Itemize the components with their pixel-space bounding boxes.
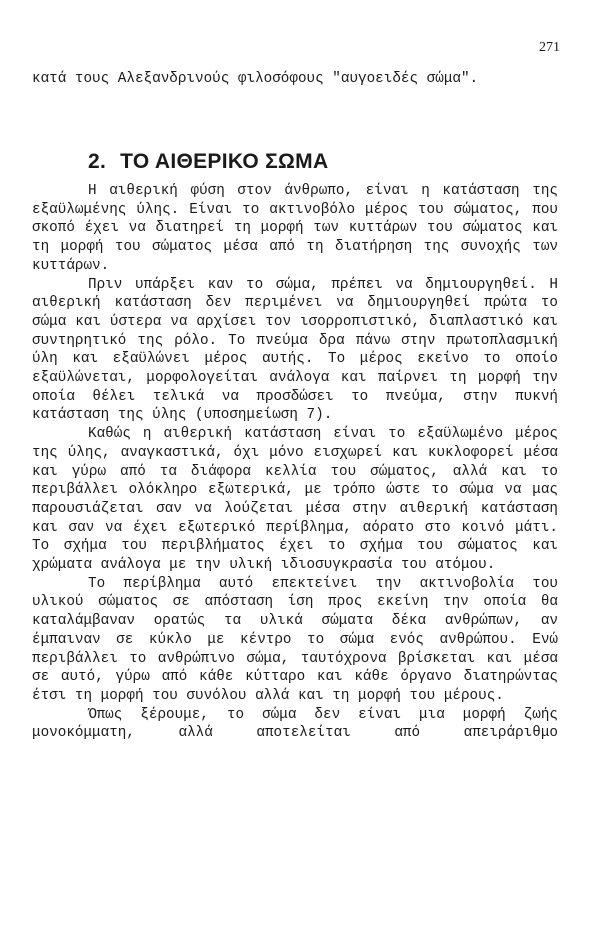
paragraph-2: Πριν υπάρξει καν το σώμα, πρέπει να δημιουργηθεί. Η αιθερική κατάσταση δεν περιμένει να δημιουργηθεί πρώτα το σώμα και ύστερα να αρχίσει τον ισορροπιστικό, διαπλαστικό και συντηρητικό της ρόλο. Το πνεύμα δρα πάνω στην πρωτοπλασμική ύλη και εξαϋλώνει μέρος αυτής. Το μέρος εκείνο το οποίο εξαϋλώνεται, μορφολογείται ανάλογα και παίρνει τη μορφή την οποία θέλει τελικά να προσδώσει το πνεύμα, στην πυκνή κατάσταση της ύλης (υποσημείωση 7). [32, 276, 558, 424]
page-number: 271 [539, 40, 560, 55]
section-title-text: ΤΟ ΑΙΘΕΡΙΚΟ ΣΩΜΑ [120, 150, 329, 173]
paragraph-3: Καθώς η αιθερική κατάσταση είναι το εξαϋλωμένο μέρος της ύλης, αναγκαστικά, όχι μόνο εισχωρεί και κυκλοφορεί μέσα και γύρω από τα διάφορα κελλία του σώματος, αλλά και το περιβάλλει ολόκληρο εξωτερικά, με τρόπο ώστε το σώμα να μας παρουσιάζεται σαν να λούζεται μέσα στην αιθερική κατάσταση και σαν να έχει εξωτερικό περίβλημα, αόρατο στο κοινό μάτι. Το σχήμα του περιβλήματος έχει το σχήμα του σώματος και χρώματα ανάλογα με την υλική ιδιοσυγκρασία του ατόμου. [32, 426, 558, 574]
section-heading [88, 150, 328, 174]
section-number: 2. [88, 150, 107, 173]
paragraph-4: Το περίβλημα αυτό επεκτείνει την ακτινοβολία του υλικού σώματος σε απόσταση ίση προς εκείνη την οποία θα καταλάμβαναν ορατώς τα υλικά σώματα δέκα ανθρώπων, αν έμπαιναν σε κύκλο με κέντρο το σώμα ενός ανθρώπου. Ενώ περιβάλλει το ανθρώπινο σώμα, ταυτόχρονα βρίσκεται και μέσα σε αυτό, γύρω από κάθε κύτταρο και κάθε όργανο διατηρώντας έτσι τη μορφή του συνόλου αλλά και τη μορφή του μέρους. [32, 575, 558, 704]
paragraph-1: Η αιθερική φύση στον άνθρωπο, είναι η κατάσταση της εξαϋλωμένης ύλης. Είναι το ακτινοβόλο μέρος του σώματος, που σκοπό έχει να διατηρεί τη μορφή των κυττάρων του σώματος και τη μορφή του σώματος μέσα από τη διατήρηση της συνοχής των κυττάρων. [32, 183, 558, 274]
paragraph-5: Όπως ξέρουμε, το σώμα δεν είναι μια μορφή ζωής μονοκόμματη, αλλά αποτελείται από απειράριθμο [32, 706, 558, 742]
intro-text-block [32, 70, 558, 89]
intro-paragraph: κατά τους Αλεξανδρινούς φιλοσόφους "αυγοειδές σώμα". [32, 71, 479, 87]
section-body [32, 182, 558, 743]
